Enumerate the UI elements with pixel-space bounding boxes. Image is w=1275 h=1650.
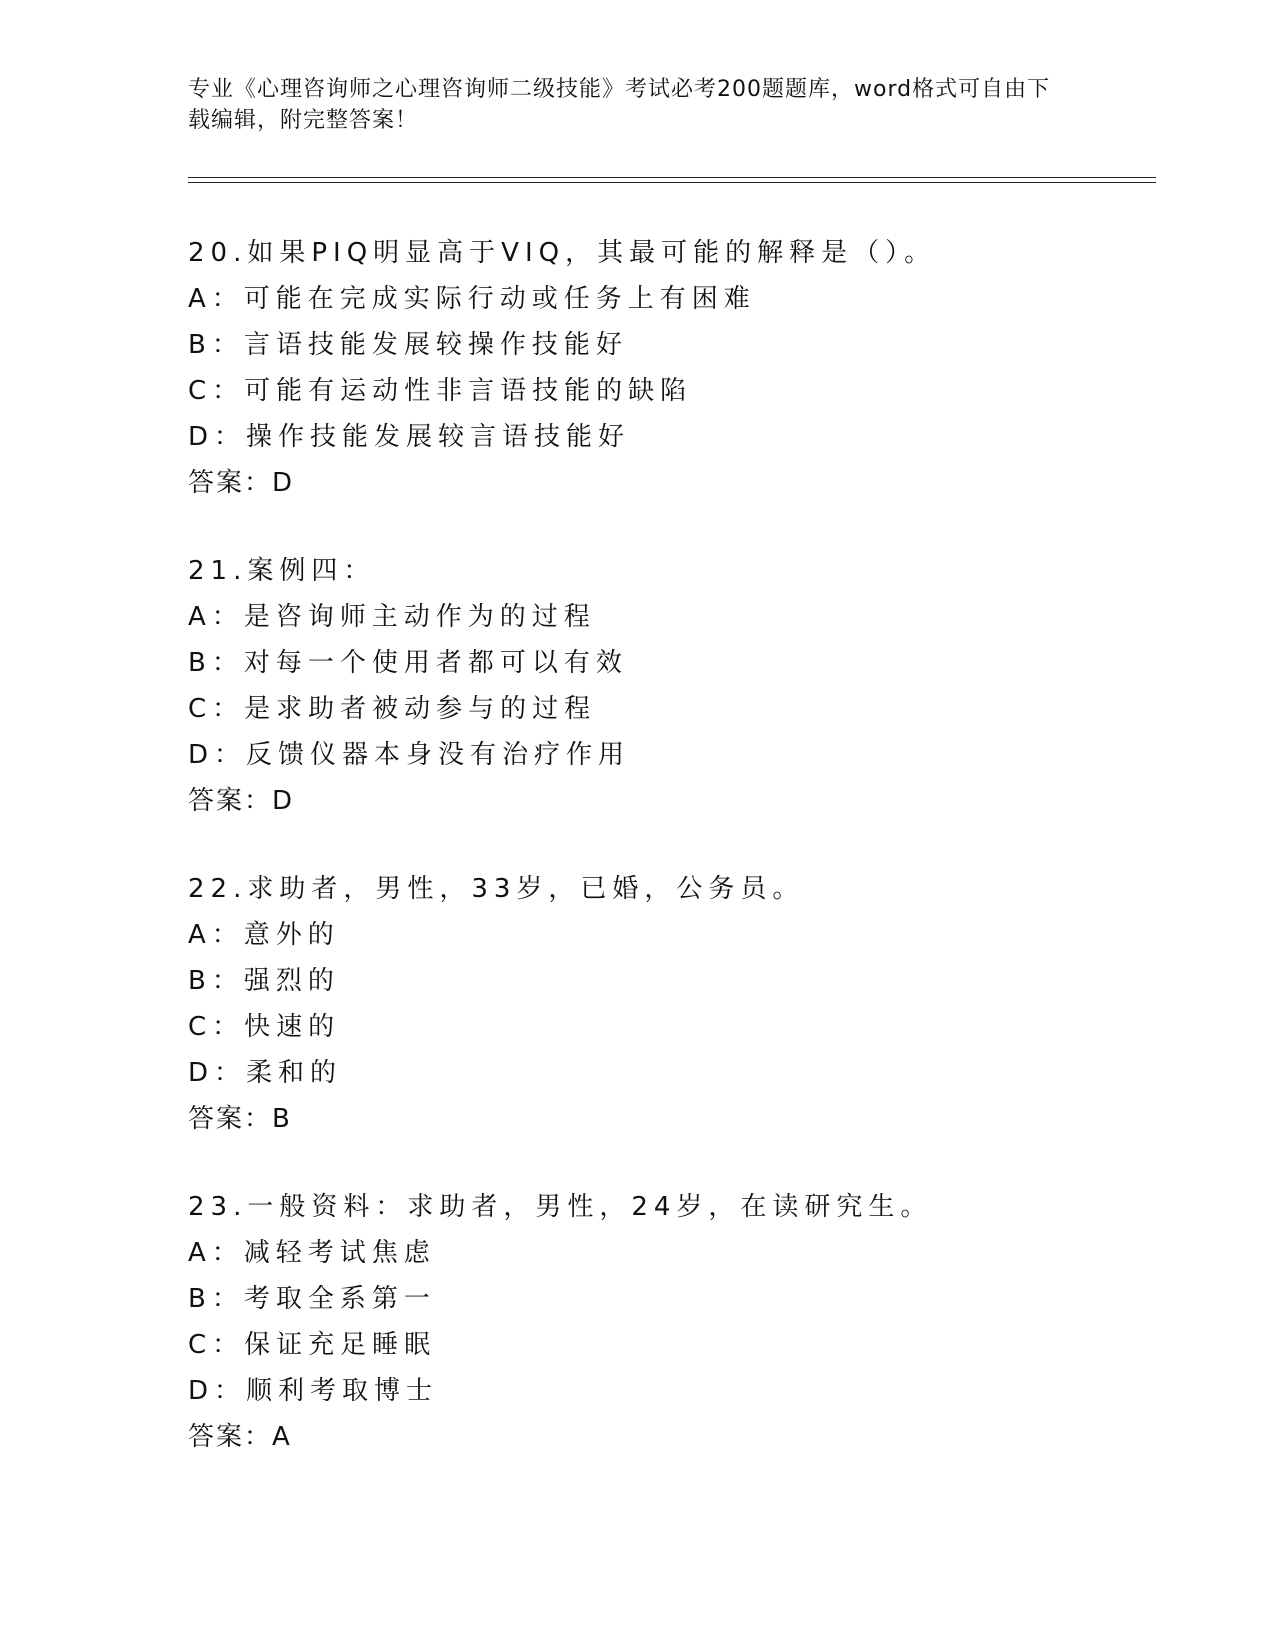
option-c: C：是求助者被动参与的过程 bbox=[188, 694, 597, 724]
option-b: B：对每一个使用者都可以有效 bbox=[188, 648, 628, 678]
option-d: D：操作技能发展较言语技能好 bbox=[188, 422, 631, 452]
option-d: D：反馈仪器本身没有治疗作用 bbox=[188, 740, 631, 770]
option-a: A：是咨询师主动作为的过程 bbox=[188, 602, 596, 632]
option-b: B：考取全系第一 bbox=[188, 1284, 436, 1314]
question-block bbox=[188, 866, 1148, 1142]
question-block bbox=[188, 230, 1148, 506]
option-a: A：意外的 bbox=[188, 920, 340, 950]
header-divider-top bbox=[188, 177, 1156, 178]
option-a: A：可能在完成实际行动或任务上有困难 bbox=[188, 284, 756, 314]
answer-line: 答案：A bbox=[188, 1422, 292, 1452]
question-block bbox=[188, 1184, 1148, 1460]
option-c: C：可能有运动性非言语技能的缺陷 bbox=[188, 376, 693, 406]
question-stem: 23.一般资料：求助者，男性，24岁，在读研究生。 bbox=[188, 1192, 933, 1222]
option-b: B：强烈的 bbox=[188, 966, 340, 996]
option-b: B：言语技能发展较操作技能好 bbox=[188, 330, 628, 360]
option-c: C：快速的 bbox=[188, 1012, 341, 1042]
document-header: 专业《心理咨询师之心理咨询师二级技能》考试必考200题题库，word格式可自由下载编辑，附完整答案！ bbox=[188, 77, 1051, 133]
answer-line: 答案：B bbox=[188, 1104, 292, 1134]
question-stem: 21.案例四： bbox=[188, 556, 376, 586]
option-d: D：顺利考取博士 bbox=[188, 1376, 439, 1406]
question-stem: 20.如果PIQ明显高于VIQ，其最可能的解释是（）。 bbox=[188, 238, 937, 268]
option-d: D：柔和的 bbox=[188, 1058, 343, 1088]
option-a: A：减轻考试焦虑 bbox=[188, 1238, 436, 1268]
question-stem: 22.求助者，男性，33岁，已婚，公务员。 bbox=[188, 874, 805, 904]
header-divider-bottom bbox=[188, 182, 1156, 183]
option-c: C：保证充足睡眠 bbox=[188, 1330, 437, 1360]
answer-line: 答案：D bbox=[188, 786, 295, 816]
answer-line: 答案：D bbox=[188, 468, 295, 498]
question-block bbox=[188, 548, 1148, 824]
